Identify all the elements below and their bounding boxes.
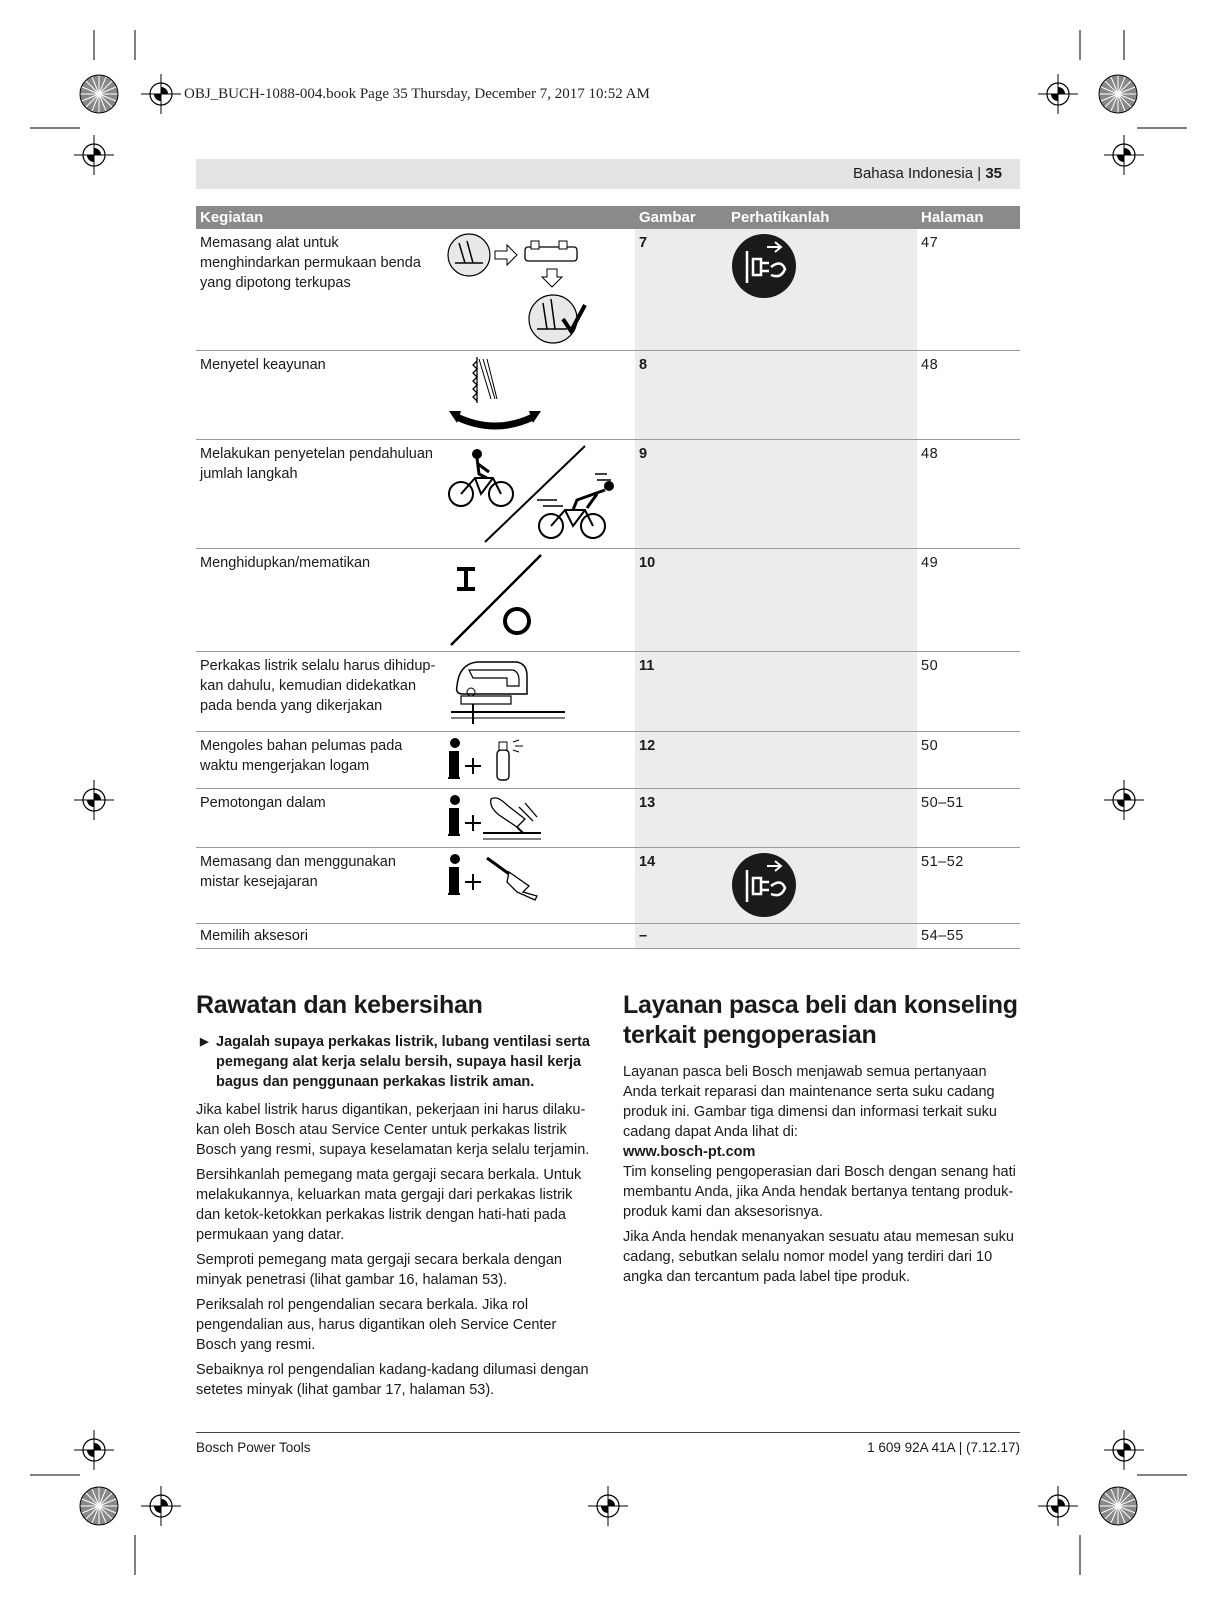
page-cell: 48 — [917, 439, 1020, 548]
info-plunge-cut-icon — [447, 793, 543, 843]
page-number: 35 — [985, 165, 1002, 182]
print-header: OBJ_BUCH-1088-004.book Page 35 Thursday, December 7, 2017 10:52 AM — [184, 86, 650, 102]
table-row — [196, 923, 1020, 948]
figure-cell: 9 — [635, 439, 727, 548]
table-row — [196, 847, 1020, 923]
page-cell: 50 — [917, 731, 1020, 788]
on-off-icon — [447, 553, 547, 647]
figure-cell: 8 — [635, 350, 727, 439]
figure-cell: 13 — [635, 788, 727, 847]
activity-cell: Memilih aksesori — [196, 923, 443, 948]
paragraph: Semproti pemegang mata gergaji secara berkala dengan minyak penetrasi (lihat gambar 16, halaman 53). — [196, 1252, 562, 1288]
activity-cell: Perkakas listrik selalu harus dihidup-kan dahulu, kemudian didekatkan pada benda yang dikerjakan — [196, 651, 443, 731]
page-cell: 47 — [917, 229, 1020, 350]
section-title-maintenance: Rawatan dan kebersihan — [196, 991, 483, 1019]
table-row — [196, 350, 1020, 439]
section-title-service: Layanan pasca beli dan konseling terkait pengoperasian — [623, 991, 1018, 1049]
safety-bullet: ▶ Jagalah supaya perkakas listrik, lubang ventilasi serta pemegang alat kerja selalu bersih, supaya hasil kerja bagus dan penggunaan perkakas listrik aman. — [196, 1032, 593, 1092]
paragraph: Layanan pasca beli Bosch menjawab semua pertanyaan Anda terkait reparasi dan maintenance serta suku cadang produk ini. Gambar tiga dimensi dan informasi terkait suku cadang dapat Anda lihat di: — [623, 1064, 997, 1140]
page-cell: 50 — [917, 651, 1020, 731]
stroke-rate-bicycle-icon — [447, 444, 623, 544]
footer-brand: Bosch Power Tools — [196, 1440, 311, 1455]
activity-cell: Menghidupkan/mematikan — [196, 548, 443, 651]
info-parallel-guide-icon — [447, 852, 543, 902]
table-row — [196, 439, 1020, 548]
figure-cell: 14 — [635, 847, 727, 923]
activity-cell: Pemotongan dalam — [196, 788, 443, 847]
footer-doc-number: 1 609 92A 41A | (7.12.17) — [867, 1440, 1020, 1455]
page-cell: 48 — [917, 350, 1020, 439]
activity-cell: Memasang alat untuk menghindarkan permukaan benda yang dipotong terkupas — [196, 229, 443, 350]
figure-cell: 10 — [635, 548, 727, 651]
activity-cell: Menyetel keayunan — [196, 350, 443, 439]
language-bar: Bahasa Indonesia | 35 — [196, 159, 1020, 189]
figure-cell: 12 — [635, 731, 727, 788]
info-lubricant-icon — [447, 736, 537, 784]
paragraph: Jika Anda hendak menanyakan sesuatu atau memesan suku cadang, sebutkan selalu nomor model yang terdiri dari 10 angka dan tercantum pada label tipe produk. — [623, 1229, 1014, 1285]
jigsaw-icon — [447, 656, 567, 726]
paragraph: Periksalah rol pengendalian secara berkala. Jika rol pengendalian aus, harus digantikan oleh Service Center Bosch yang resmi. — [196, 1297, 557, 1353]
header-activity: Kegiatan — [196, 206, 443, 229]
page-cell: 54–55 — [917, 923, 1020, 948]
activity-cell: Mengoles bahan pelumas pada waktu mengerjakan logam — [196, 731, 443, 788]
table-row — [196, 788, 1020, 847]
table-row — [196, 548, 1020, 651]
figure-cell: 7 — [635, 229, 727, 350]
activity-cell: Melakukan penyetelan pendahuluan jumlah langkah — [196, 439, 443, 548]
anti-splinter-guard-icon — [447, 233, 587, 345]
table-header — [196, 206, 1020, 229]
paragraph: Bersihkanlah pemegang mata gergaji secara berkala. Untuk melakukannya, keluarkan mata gergaji dari perkakas listrik dan ketok-ketokkan perkakas listrik dengan hati-hati pada permukaan yang datar. — [196, 1167, 582, 1243]
figure-cell: 11 — [635, 651, 727, 731]
page-cell: 50–51 — [917, 788, 1020, 847]
unplug-icon — [731, 852, 797, 918]
page-cell: 49 — [917, 548, 1020, 651]
header-page: Halaman — [917, 206, 1020, 229]
footer-divider — [196, 1432, 1020, 1433]
table-row — [196, 731, 1020, 788]
service-section — [623, 990, 1020, 1292]
unplug-icon — [731, 233, 797, 299]
activity-cell: Memasang dan menggunakan mistar kesejajaran — [196, 847, 443, 923]
maintenance-section — [196, 990, 593, 1405]
header-note: Perhatikanlah — [727, 206, 917, 229]
table-row — [196, 229, 1020, 350]
paragraph: Sebaiknya rol pengendalian kadang-kadang dilumasi dengan setetes minyak (lihat gambar 17, halaman 53). — [196, 1362, 589, 1398]
table-row — [196, 651, 1020, 731]
page-cell: 51–52 — [917, 847, 1020, 923]
paragraph: Tim konseling pengoperasian dari Bosch dengan senang hati membantu Anda, jika Anda hendak bertanya tentang produk-produk kami dan aksesorisnya. — [623, 1164, 1016, 1220]
figure-cell: – — [635, 923, 727, 948]
website-link[interactable]: www.bosch-pt.com — [623, 1144, 756, 1160]
header-figure: Gambar — [635, 206, 727, 229]
language-label: Bahasa Indonesia — [852, 165, 974, 182]
activity-table — [196, 206, 1020, 949]
paragraph: Jika kabel listrik harus digantikan, pekerjaan ini harus dilaku-kan oleh Bosch atau Service Center untuk perkakas listrik Bosch yang resmi, supaya keselamatan kerja selalu terjamin. — [196, 1102, 590, 1158]
orbital-action-icon — [447, 355, 547, 435]
